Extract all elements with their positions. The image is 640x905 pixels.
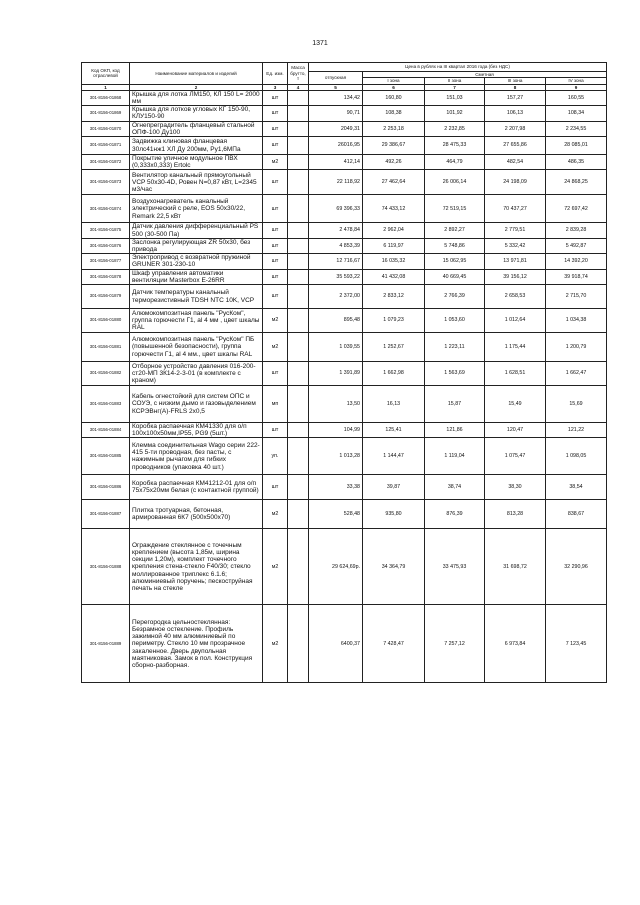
item-code: 301-8156-01877 [82, 254, 130, 269]
price-zone3: 1 012,64 [485, 309, 546, 333]
price-zone2: 5 748,86 [425, 238, 485, 253]
header-zone3: III зона [485, 78, 546, 84]
table-row [82, 106, 607, 121]
item-code: 301-8156-01872 [82, 155, 130, 170]
item-code: 301-8156-01881 [82, 333, 130, 362]
price-zone3: 2 207,98 [485, 121, 546, 136]
price-zone2: 40 669,45 [425, 269, 485, 284]
table-row [82, 605, 607, 683]
price-zone4: 2 234,55 [546, 121, 607, 136]
price-zone1: 1 662,98 [363, 362, 425, 386]
item-name: Шкаф управления автоматики вентиляции Masterbox E-26RR [130, 269, 263, 284]
table-row [82, 155, 607, 170]
item-mass [288, 254, 309, 269]
price-zone3: 39 156,12 [485, 269, 546, 284]
price-zone2: 464,79 [425, 155, 485, 170]
item-unit: м2 [263, 155, 288, 170]
price-zone2: 1 119,04 [425, 438, 485, 475]
item-mass [288, 155, 309, 170]
price-zone3: 1 175,44 [485, 333, 546, 362]
item-unit: шт [263, 475, 288, 500]
table-row [82, 285, 607, 309]
column-number: 1 [82, 84, 130, 90]
price-zone1: 125,41 [363, 423, 425, 438]
price-zone3: 31 698,72 [485, 529, 546, 605]
price-zone4: 72 697,42 [546, 195, 607, 223]
price-release: 134,42 [309, 90, 363, 105]
header-unit: Ед. изм. [263, 63, 288, 85]
item-name: Клемма соединительная Wago серии 222-415 5-ти проводная, без пасты, с нажимным рычагом для гибких проводников (упаковка 40 шт.) [130, 438, 263, 475]
item-name: Датчик давления дифференциальный PS 500 (30-500 Па) [130, 223, 263, 238]
item-code: 301-8156-01887 [82, 500, 130, 529]
header-zone4: IV зона [546, 78, 607, 84]
column-number: 3 [263, 84, 288, 90]
table-row [82, 170, 607, 195]
item-code: 301-8156-01875 [82, 223, 130, 238]
price-zone1: 27 462,64 [363, 170, 425, 195]
price-zone4: 1 662,47 [546, 362, 607, 386]
item-name: Покрытие уличное модульное ПВХ (0,333х0,333) Ertolc [130, 155, 263, 170]
item-unit: шт [263, 423, 288, 438]
price-zone2: 38,74 [425, 475, 485, 500]
item-name: Отборное устройство давления 016-200-ст20-МП 3К14-2-3-01 (в комплекте с краном) [130, 362, 263, 386]
item-mass [288, 121, 309, 136]
price-zone2: 15,87 [425, 386, 485, 423]
price-zone3: 5 332,42 [485, 238, 546, 253]
price-zone1: 1 079,23 [363, 309, 425, 333]
column-number: 7 [425, 84, 485, 90]
item-code: 301-8156-01871 [82, 137, 130, 155]
item-code: 301-8156-01888 [82, 529, 130, 605]
price-zone2: 33 475,93 [425, 529, 485, 605]
price-release: 2 478,84 [309, 223, 363, 238]
table-row [82, 386, 607, 423]
item-code: 301-8156-01874 [82, 195, 130, 223]
price-release: 104,99 [309, 423, 363, 438]
item-code: 301-8156-01885 [82, 438, 130, 475]
price-release: 29 624,69р. [309, 529, 363, 605]
price-release: 35 593,22 [309, 269, 363, 284]
item-name: Воздухонагреватель канальный электрический с реле, EOS 50х30/22, Remark 22,5 кВт [130, 195, 263, 223]
price-zone1: 160,80 [363, 90, 425, 105]
price-zone4: 1 098,05 [546, 438, 607, 475]
item-name: Крышка для лотков угловых КГ 150-90, КЛУ150-90 [130, 106, 263, 121]
price-release: 2049,31 [309, 121, 363, 136]
item-name: Кабель огнестойкий для систем ОПС и СОУЭ, с низким дымо и газовыделением КСРЭВнг(А)-FRLS 2х0,5 [130, 386, 263, 423]
price-release: 69 396,33 [309, 195, 363, 223]
item-name: Плитка тротуарная, бетонная, армированная 6К7 (500х500х70) [130, 500, 263, 529]
item-mass [288, 90, 309, 105]
price-zone1: 34 364,79 [363, 529, 425, 605]
price-zone3: 15,49 [485, 386, 546, 423]
price-zone2: 121,86 [425, 423, 485, 438]
price-zone1: 935,80 [363, 500, 425, 529]
column-number: 5 [309, 84, 363, 90]
table-row [82, 500, 607, 529]
price-zone4: 28 085,01 [546, 137, 607, 155]
price-zone3: 2 658,53 [485, 285, 546, 309]
item-unit: м2 [263, 333, 288, 362]
column-number: 2 [130, 84, 263, 90]
price-zone4: 5 492,87 [546, 238, 607, 253]
price-zone1: 29 386,67 [363, 137, 425, 155]
price-zone3: 2 779,51 [485, 223, 546, 238]
price-release: 22 118,92 [309, 170, 363, 195]
item-mass [288, 137, 309, 155]
item-unit: мп [263, 386, 288, 423]
item-unit: шт [263, 254, 288, 269]
price-zone1: 39,87 [363, 475, 425, 500]
item-mass [288, 170, 309, 195]
price-zone4: 24 868,25 [546, 170, 607, 195]
price-zone1: 1 252,67 [363, 333, 425, 362]
price-zone1: 7 428,47 [363, 605, 425, 683]
item-mass [288, 438, 309, 475]
price-zone4: 108,34 [546, 106, 607, 121]
price-zone2: 2 892,27 [425, 223, 485, 238]
price-zone3: 120,47 [485, 423, 546, 438]
price-zone3: 6 973,84 [485, 605, 546, 683]
price-release: 26016,95 [309, 137, 363, 155]
price-zone4: 15,69 [546, 386, 607, 423]
column-number: 6 [363, 84, 425, 90]
price-release: 1 391,89 [309, 362, 363, 386]
price-zone3: 482,54 [485, 155, 546, 170]
header-zone2: II зона [425, 78, 485, 84]
item-code: 301-8156-01889 [82, 605, 130, 683]
table-row [82, 362, 607, 386]
item-code: 301-8156-01868 [82, 90, 130, 105]
price-zone1: 2 962,04 [363, 223, 425, 238]
header-release: отпускная [309, 72, 363, 85]
price-zone4: 14 392,20 [546, 254, 607, 269]
price-release: 528,48 [309, 500, 363, 529]
item-name: Задвижка клиновая фланцевая 30лс41нж1 ХЛ Ду 200мм, Ру1,6МПа [130, 137, 263, 155]
price-zone3: 1 628,51 [485, 362, 546, 386]
price-release: 1 013,28 [309, 438, 363, 475]
price-zone4: 121,22 [546, 423, 607, 438]
table-row [82, 254, 607, 269]
item-unit: м2 [263, 309, 288, 333]
item-mass [288, 333, 309, 362]
item-mass [288, 238, 309, 253]
price-zone2: 1 223,11 [425, 333, 485, 362]
item-unit: шт [263, 137, 288, 155]
price-zone3: 813,28 [485, 500, 546, 529]
price-zone1: 492,26 [363, 155, 425, 170]
item-unit: м2 [263, 605, 288, 683]
price-zone3: 157,27 [485, 90, 546, 105]
item-name: Коробка распаечная КМ41330 для о/п 100х100х50мм,IP55, PG9 (5шт.) [130, 423, 263, 438]
table-row [82, 137, 607, 155]
item-mass [288, 269, 309, 284]
price-zone1: 2 253,18 [363, 121, 425, 136]
price-release: 33,38 [309, 475, 363, 500]
item-code: 301-8156-01870 [82, 121, 130, 136]
item-mass [288, 529, 309, 605]
table-row [82, 195, 607, 223]
item-unit: шт [263, 195, 288, 223]
price-release: 1 039,55 [309, 333, 363, 362]
price-zone2: 7 257,12 [425, 605, 485, 683]
item-unit: м2 [263, 500, 288, 529]
price-zone3: 38,30 [485, 475, 546, 500]
item-name: Вентилятор канальный прямоугольный VCP 50х30-4D, Ровен N=0,87 кВт, L=2345 м3/час [130, 170, 263, 195]
price-zone2: 1 053,60 [425, 309, 485, 333]
price-zone4: 160,55 [546, 90, 607, 105]
item-name: Заслонка регулирующая ZR 50х30, без привода [130, 238, 263, 253]
item-code: 301-8156-01882 [82, 362, 130, 386]
header-mass: Масса брутто, т [288, 63, 309, 85]
price-zone2: 2 232,85 [425, 121, 485, 136]
header-name: Наименование материалов и изделий [130, 63, 263, 85]
price-zone4: 838,67 [546, 500, 607, 529]
item-code: 301-8156-01869 [82, 106, 130, 121]
item-name: Алюмокомпозитная панель "РусКом" ПБ (повышенной безопасности), группа горючести Г1, al 4 мм., цвет шкалы RAL [130, 333, 263, 362]
item-name: Алюмокомпозитная панель "РусКом", группа горючести Г1, al 4 мм , цвет шкалы RAL [130, 309, 263, 333]
price-zone4: 2 839,28 [546, 223, 607, 238]
price-release: 6400,37 [309, 605, 363, 683]
item-name: Перегородка цельностеклянная: Безрамное остекление. Профиль зажимной 40 мм алюминиевый по периметру. Стекло 10 мм прозрачное закаленное. Дверь двупольная маятниковая. Замок в пол. Конструкция сборно-разборная. [130, 605, 263, 683]
price-zone1: 41 432,08 [363, 269, 425, 284]
header-estimate: Сметная [363, 72, 607, 78]
item-unit: шт [263, 106, 288, 121]
price-zone4: 1 034,38 [546, 309, 607, 333]
price-zone2: 28 475,33 [425, 137, 485, 155]
price-release: 90,71 [309, 106, 363, 121]
table-row [82, 529, 607, 605]
item-mass [288, 195, 309, 223]
item-name: Электропривод с возвратной пружиной GRUNER 301-230-10 [130, 254, 263, 269]
table-row [82, 269, 607, 284]
item-code: 301-8156-01876 [82, 238, 130, 253]
item-mass [288, 500, 309, 529]
table-row [82, 333, 607, 362]
table-row [82, 238, 607, 253]
header-zone1: I зона [363, 78, 425, 84]
item-unit: шт [263, 269, 288, 284]
price-zone4: 39 918,74 [546, 269, 607, 284]
header-price-group: Цена в рублях на III квартал 2016 года (без НДС) [309, 63, 607, 72]
price-zone2: 101,92 [425, 106, 485, 121]
item-mass [288, 475, 309, 500]
price-zone3: 70 437,27 [485, 195, 546, 223]
table-row [82, 309, 607, 333]
price-zone1: 1 144,47 [363, 438, 425, 475]
item-mass [288, 386, 309, 423]
item-mass [288, 106, 309, 121]
item-mass [288, 223, 309, 238]
column-number: 8 [485, 84, 546, 90]
table-row [82, 90, 607, 105]
price-release: 4 853,39 [309, 238, 363, 253]
price-zone1: 6 119,97 [363, 238, 425, 253]
price-release: 2 372,00 [309, 285, 363, 309]
table-row [82, 121, 607, 136]
price-zone2: 1 563,69 [425, 362, 485, 386]
table-row [82, 223, 607, 238]
header-code: Код ОКП, код отраслевой [82, 63, 130, 85]
item-code: 301-8156-01878 [82, 269, 130, 284]
price-zone2: 26 006,14 [425, 170, 485, 195]
price-zone4: 486,35 [546, 155, 607, 170]
price-zone1: 16 035,32 [363, 254, 425, 269]
price-release: 12 716,67 [309, 254, 363, 269]
item-mass [288, 605, 309, 683]
item-name: Коробка распаечная КМ41212-01 для о/п 75х75х20мм белая (с контактной группой) [130, 475, 263, 500]
item-unit: шт [263, 170, 288, 195]
item-code: 301-8156-01886 [82, 475, 130, 500]
item-name: Огнепреградитель фланцевый стальной ОПФ-100 Ду100 [130, 121, 263, 136]
price-zone3: 27 655,86 [485, 137, 546, 155]
item-unit: уп. [263, 438, 288, 475]
item-unit: шт [263, 90, 288, 105]
item-name: Датчик температуры канальный терморезистивный TDSH NTC 10K, VCP [130, 285, 263, 309]
item-unit: шт [263, 238, 288, 253]
item-code: 301-8156-01873 [82, 170, 130, 195]
page-number: 1371 [312, 40, 328, 47]
price-zone2: 876,39 [425, 500, 485, 529]
price-table [81, 62, 607, 683]
item-unit: шт [263, 121, 288, 136]
price-zone2: 151,03 [425, 90, 485, 105]
item-code: 301-8156-01879 [82, 285, 130, 309]
price-release: 13,50 [309, 386, 363, 423]
price-zone2: 15 062,95 [425, 254, 485, 269]
item-code: 301-8156-01880 [82, 309, 130, 333]
price-zone2: 2 766,39 [425, 285, 485, 309]
price-zone3: 106,13 [485, 106, 546, 121]
item-mass [288, 423, 309, 438]
price-zone1: 16,13 [363, 386, 425, 423]
price-release: 412,14 [309, 155, 363, 170]
item-code: 301-8156-01884 [82, 423, 130, 438]
price-zone3: 1 075,47 [485, 438, 546, 475]
price-zone4: 38,54 [546, 475, 607, 500]
item-code: 301-8156-01883 [82, 386, 130, 423]
price-zone1: 74 433,12 [363, 195, 425, 223]
item-mass [288, 309, 309, 333]
item-unit: м2 [263, 529, 288, 605]
price-zone4: 2 715,70 [546, 285, 607, 309]
column-number: 4 [288, 84, 309, 90]
item-name: Ограждение стеклянное с точечным креплением (высота 1,85м, ширина секции 1,20м), комплект точечного крепления стена-стекло F40/30; стекло моллированное триплекс 6.1.6; алюминиевый поручень; пескоструйная печать на стекле [130, 529, 263, 605]
price-zone2: 72 519,15 [425, 195, 485, 223]
price-zone1: 108,38 [363, 106, 425, 121]
price-zone4: 32 290,96 [546, 529, 607, 605]
price-zone1: 2 833,12 [363, 285, 425, 309]
item-name: Крышка для лотка ЛМ150, КЛ 150 L= 2000 мм [130, 90, 263, 105]
table-row [82, 438, 607, 475]
price-zone3: 24 198,09 [485, 170, 546, 195]
column-number: 9 [546, 84, 607, 90]
item-unit: шт [263, 223, 288, 238]
item-mass [288, 285, 309, 309]
price-zone4: 7 123,45 [546, 605, 607, 683]
price-zone4: 1 200,79 [546, 333, 607, 362]
table-row [82, 475, 607, 500]
item-unit: шт [263, 362, 288, 386]
item-mass [288, 362, 309, 386]
price-release: 895,48 [309, 309, 363, 333]
item-unit: шт [263, 285, 288, 309]
price-zone3: 13 971,81 [485, 254, 546, 269]
table-row [82, 423, 607, 438]
